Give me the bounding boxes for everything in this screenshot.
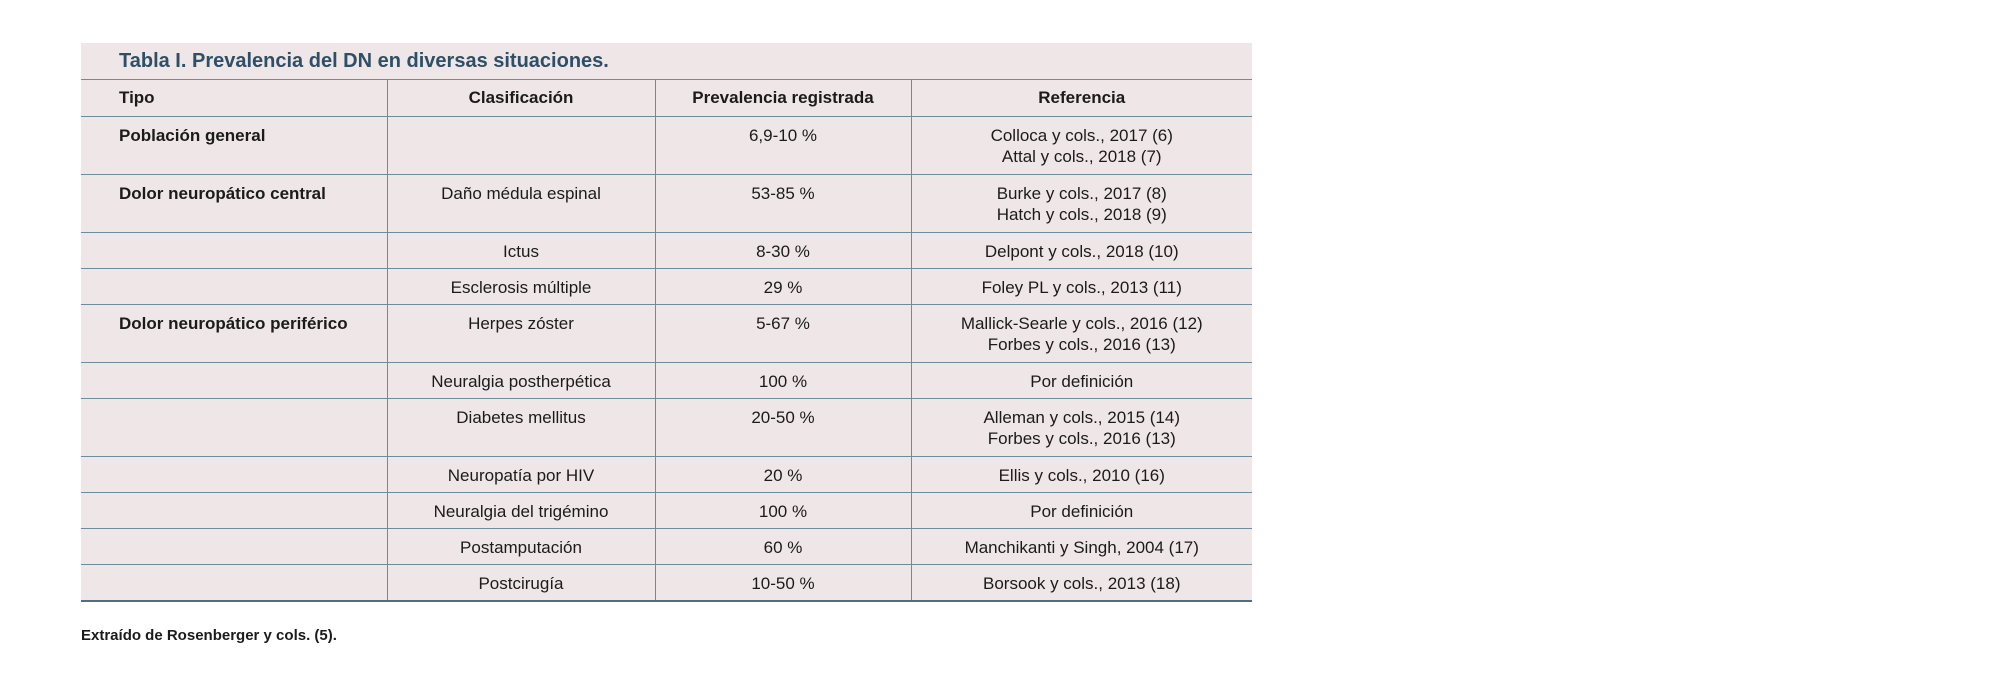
cell-prevalencia: 20 % <box>655 456 911 492</box>
table-row <box>81 116 1252 174</box>
table-body <box>81 116 1252 601</box>
cell-clasificacion: Neuralgia del trigémino <box>387 492 655 528</box>
cell-referencia <box>911 362 1252 398</box>
reference-line: Hatch y cols., 2018 (9) <box>996 204 1167 224</box>
reference-line: Attal y cols., 2018 (7) <box>1001 146 1162 166</box>
cell-tipo <box>81 528 387 564</box>
reference-line: Foley PL y cols., 2013 (11) <box>981 277 1182 297</box>
table-header <box>81 80 1252 116</box>
header-prevalencia: Prevalencia registrada <box>655 80 911 116</box>
table-row <box>81 564 1252 601</box>
reference-line: Delpont y cols., 2018 (10) <box>984 241 1179 261</box>
header-tipo: Tipo <box>81 80 387 116</box>
reference-line: Forbes y cols., 2016 (13) <box>987 334 1176 354</box>
cell-prevalencia: 20-50 % <box>655 398 911 456</box>
cell-prevalencia: 6,9-10 % <box>655 116 911 174</box>
cell-clasificacion: Daño médula espinal <box>387 174 655 232</box>
reference-line: Ellis y cols., 2010 (16) <box>998 465 1165 485</box>
reference-line: Mallick-Searle y cols., 2016 (12) <box>960 313 1203 333</box>
cell-clasificacion: Esclerosis múltiple <box>387 268 655 304</box>
cell-referencia <box>911 174 1252 232</box>
table-footnote: Extraído de Rosenberger y cols. (5). <box>81 627 337 644</box>
cell-tipo: Dolor neuropático periférico <box>81 304 387 362</box>
cell-clasificacion: Neuropatía por HIV <box>387 456 655 492</box>
table-row <box>81 528 1252 564</box>
prevalence-table <box>81 43 1252 602</box>
cell-referencia <box>911 564 1252 601</box>
cell-clasificacion: Diabetes mellitus <box>387 398 655 456</box>
cell-prevalencia: 53-85 % <box>655 174 911 232</box>
cell-tipo <box>81 456 387 492</box>
table-row <box>81 362 1252 398</box>
cell-clasificacion: Postamputación <box>387 528 655 564</box>
table-row <box>81 174 1252 232</box>
data-table <box>81 80 1252 602</box>
reference-line: Forbes y cols., 2016 (13) <box>987 428 1176 448</box>
header-clasificacion: Clasificación <box>387 80 655 116</box>
reference-line: Alleman y cols., 2015 (14) <box>983 407 1181 427</box>
cell-referencia <box>911 268 1252 304</box>
cell-prevalencia: 60 % <box>655 528 911 564</box>
reference-line: Por definición <box>1030 371 1134 391</box>
reference-line: Colloca y cols., 2017 (6) <box>990 125 1173 145</box>
cell-tipo <box>81 564 387 601</box>
cell-tipo <box>81 398 387 456</box>
cell-prevalencia: 10-50 % <box>655 564 911 601</box>
cell-tipo <box>81 492 387 528</box>
cell-clasificacion: Postcirugía <box>387 564 655 601</box>
cell-prevalencia: 100 % <box>655 362 911 398</box>
table-row <box>81 304 1252 362</box>
table-title: Tabla I. Prevalencia del DN en diversas situaciones. <box>81 43 1252 80</box>
table-row <box>81 492 1252 528</box>
cell-referencia <box>911 528 1252 564</box>
cell-tipo <box>81 362 387 398</box>
cell-prevalencia: 5-67 % <box>655 304 911 362</box>
cell-referencia <box>911 304 1252 362</box>
cell-tipo <box>81 268 387 304</box>
cell-clasificacion: Herpes zóster <box>387 304 655 362</box>
header-referencia: Referencia <box>911 80 1252 116</box>
reference-line: Manchikanti y Singh, 2004 (17) <box>964 537 1199 557</box>
cell-referencia <box>911 232 1252 268</box>
table-row <box>81 232 1252 268</box>
cell-tipo: Dolor neuropático central <box>81 174 387 232</box>
cell-tipo: Población general <box>81 116 387 174</box>
cell-prevalencia: 100 % <box>655 492 911 528</box>
table-row <box>81 456 1252 492</box>
cell-referencia <box>911 398 1252 456</box>
cell-clasificacion: Neuralgia postherpética <box>387 362 655 398</box>
cell-prevalencia: 8-30 % <box>655 232 911 268</box>
reference-line: Por definición <box>1030 501 1134 521</box>
header-row <box>81 80 1252 116</box>
table-row <box>81 268 1252 304</box>
table-row <box>81 398 1252 456</box>
cell-prevalencia: 29 % <box>655 268 911 304</box>
cell-referencia <box>911 492 1252 528</box>
cell-referencia <box>911 116 1252 174</box>
cell-referencia <box>911 456 1252 492</box>
reference-line: Burke y cols., 2017 (8) <box>996 183 1167 203</box>
cell-tipo <box>81 232 387 268</box>
cell-clasificacion: Ictus <box>387 232 655 268</box>
cell-clasificacion <box>387 116 655 174</box>
reference-line: Borsook y cols., 2013 (18) <box>983 573 1181 593</box>
